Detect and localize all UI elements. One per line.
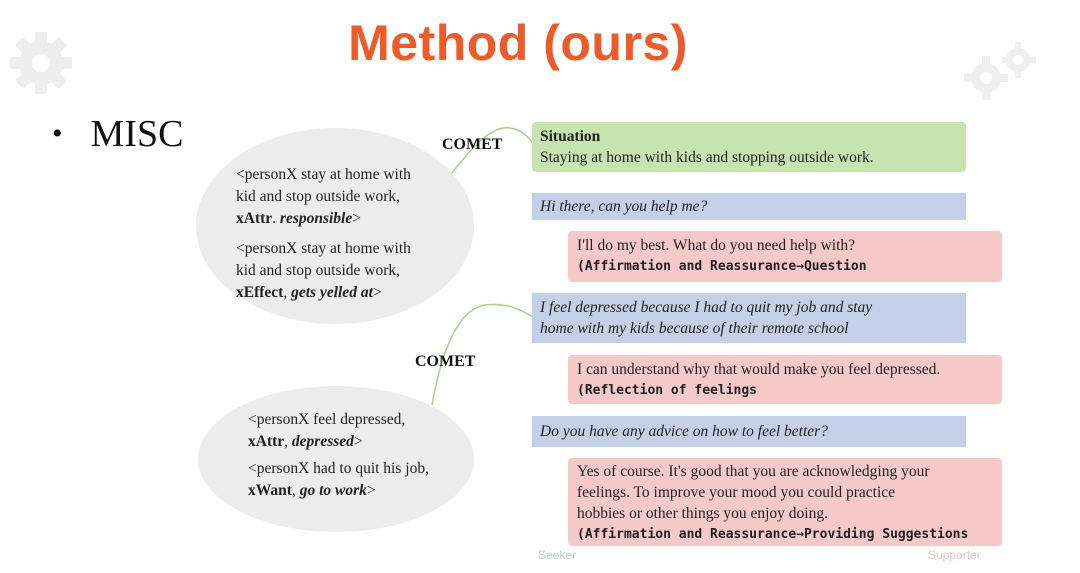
strategy-label-2: (Reflection of feelings xyxy=(577,383,758,398)
comet-label-top: COMET xyxy=(442,136,503,153)
bullet-dot: • xyxy=(52,117,63,150)
situation-text: Staying at home with kids and stopping outside work. xyxy=(540,149,874,166)
bullet-text: MISC xyxy=(90,113,184,155)
situation-label: Situation xyxy=(540,128,601,145)
seeker-utterance-3: Do you have any advice on how to feel better? xyxy=(532,416,966,447)
supporter-utterance-1: I'll do my best. What do you need help with? (Affirmation and Reassurance→Question xyxy=(568,231,1002,282)
seeker-utterance-1: Hi there, can you help me? xyxy=(532,193,966,220)
supporter-utterance-2: I can understand why that would make you feel depressed. (Reflection of feelings xyxy=(568,355,1002,404)
inference-bottom-1: <personX feel depressed, xAttr, depressed> xyxy=(248,411,406,450)
slide-title: Method (ours) xyxy=(348,15,688,71)
inference-top-2: <personX stay at home with kid and stop outside work, xEffect, gets yelled at> xyxy=(236,240,411,301)
supporter-legend: Supporter xyxy=(928,548,981,562)
seeker-utterance-2: I feel depressed because I had to quit my job and stay home with my kids because of their remote school xyxy=(532,293,966,343)
situation-box xyxy=(532,122,966,172)
inference-bottom-2: <personX had to quit his job, xWant, go to work> xyxy=(248,460,429,499)
strategy-label-3: (Affirmation and Reassurance→Providing Suggestions xyxy=(577,527,969,542)
supporter-utterance-3: Yes of course. It's good that you are acknowledging your feelings. To improve your mood you could practice hobbies or other things you enjoy doing. (Affirmation and Reassurance→Providing Suggestions xyxy=(568,458,1002,546)
inference-top-1: <personX stay at home with kid and stop outside work, xAttr. responsible> xyxy=(236,166,411,227)
seeker-legend: Seeker xyxy=(538,548,577,562)
comet-label-bottom: COMET xyxy=(415,353,476,370)
strategy-label-1: (Affirmation and Reassurance→Question xyxy=(577,259,867,274)
